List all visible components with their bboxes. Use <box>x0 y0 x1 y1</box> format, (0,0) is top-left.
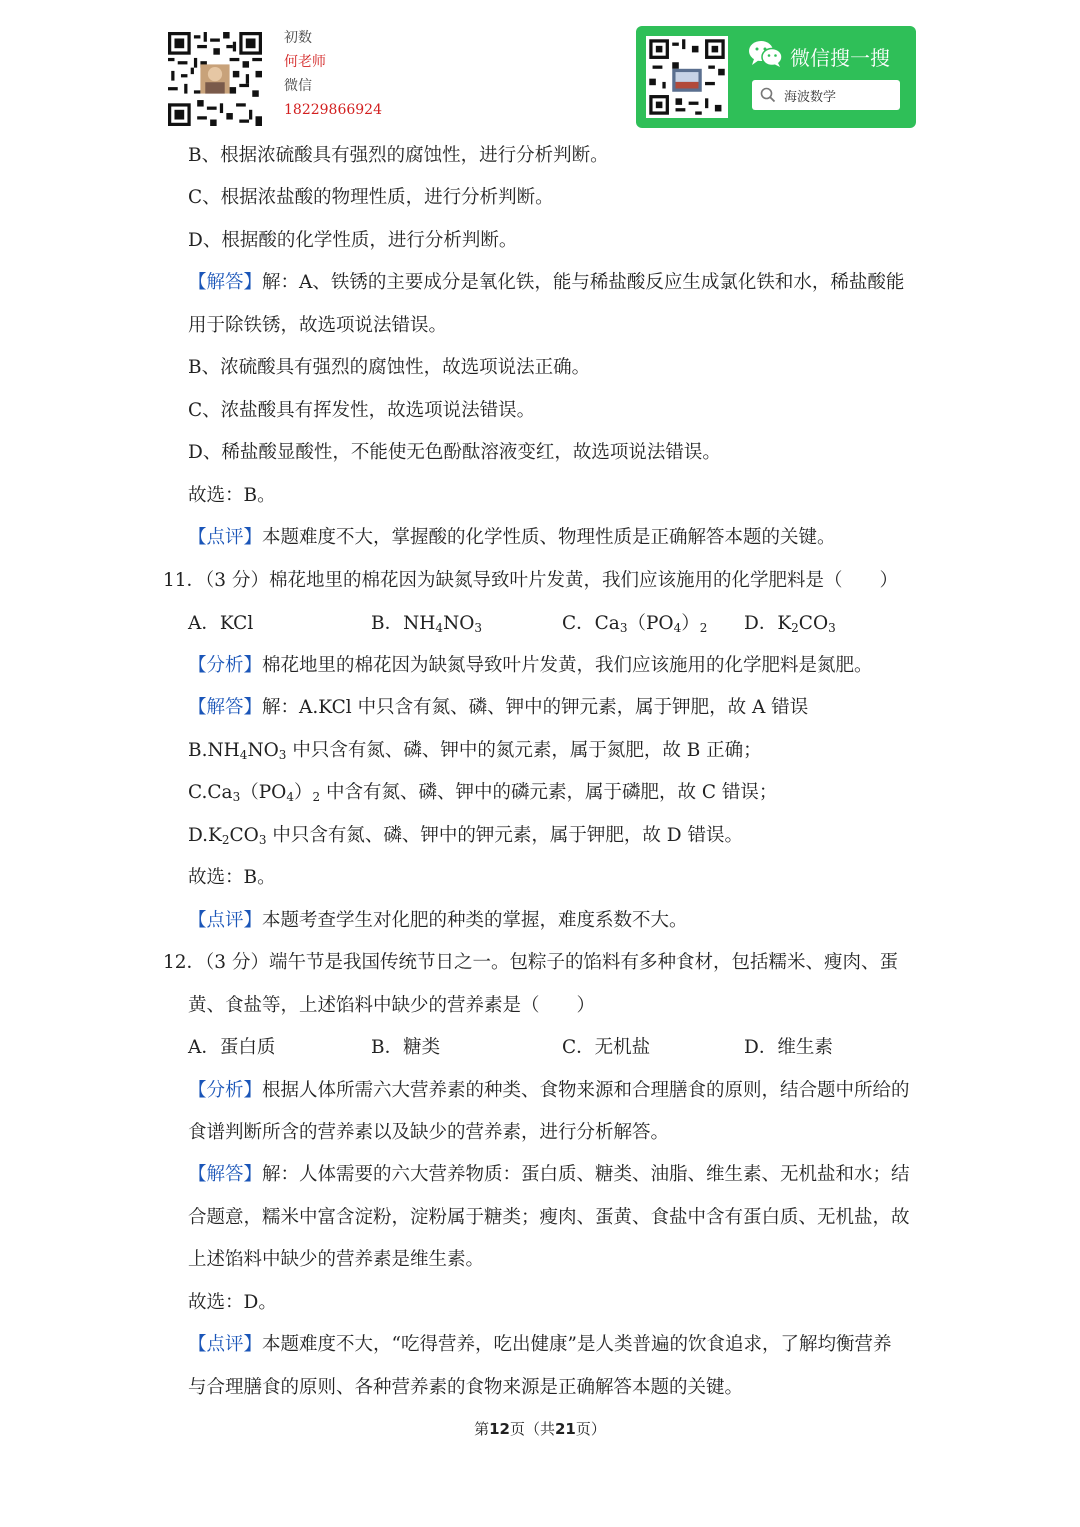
analysis-paragraph: 【分析】棉花地里的棉花因为缺氮导致叶片发黄，我们应该施用的化学肥料是氮肥。 <box>188 655 873 676</box>
option-b: B．糖类 <box>371 1037 441 1058</box>
review-paragraph: 【点评】本题考查学生对化肥的种类的掌握，难度系数不大。 <box>188 910 688 931</box>
text-line: B、根据浓硫酸具有强烈的腐蚀性，进行分析判断。 <box>188 145 609 166</box>
answer-tag: 【解答】 <box>188 1164 263 1185</box>
text-line: D、稀盐酸显酸性，不能使无色酚酞溶液变红，故选项说法错误。 <box>188 442 721 463</box>
wechat-search-banner <box>636 26 916 128</box>
text-line: 用于除铁锈，故选项说法错误。 <box>188 315 448 336</box>
text-line: C、根据浓盐酸的物理性质，进行分析判断。 <box>188 187 554 208</box>
text-line: $D.K_2CO_3$ 中只含有氮、磷、钾中的钾元素，属于钾肥，故 D 错误。 <box>188 825 743 847</box>
header-teacher-name: 何老师 <box>284 54 326 70</box>
header-label-subject: 初数 <box>284 30 312 46</box>
text-line: 与合理膳食的原则、各种营养素的食物来源是正确解答本题的关键。 <box>188 1377 744 1398</box>
text-line: 上述馅料中缺少的营养素是维生素。 <box>188 1249 485 1270</box>
text-line: 故选：D。 <box>188 1292 277 1313</box>
option-d: D．$K_2CO_3$ <box>744 613 836 635</box>
header-phone-number: 18229866924 <box>284 102 382 118</box>
answer-paragraph: 【解答】解：人体需要的六大营养物质：蛋白质、糖类、油脂、维生素、无机盐和水；结 <box>188 1164 910 1185</box>
wechat-logo-icon <box>748 40 784 68</box>
wechat-search-box[interactable] <box>752 80 900 110</box>
search-text: 海波数学 <box>784 90 837 105</box>
text-line: D、根据酸的化学性质，进行分析判断。 <box>188 230 518 251</box>
question-11-stem: 11．（3 分）棉花地里的棉花因为缺氮导致叶片发黄，我们应该施用的化学肥料是（ ） <box>163 570 898 591</box>
text-line: $C.Ca_3(PO_4)_2$ 中含有氮、磷、钾中的磷元素，属于磷肥，故 C 错误； <box>188 782 778 804</box>
review-paragraph: 【点评】本题难度不大，掌握酸的化学性质、物理性质是正确解答本题的关键。 <box>188 527 836 548</box>
analysis-paragraph: 【分析】根据人体所需六大营养素的种类、食物来源和合理膳食的原则，结合题中所给的 <box>188 1080 910 1101</box>
option-a: A．KCl <box>188 613 254 634</box>
review-tag: 【点评】 <box>188 1334 263 1355</box>
text-line: B、浓硫酸具有强烈的腐蚀性，故选项说法正确。 <box>188 357 591 378</box>
answer-paragraph: 【解答】解：A、铁锈的主要成分是氧化铁，能与稀盐酸反应生成氯化铁和水，稀盐酸能 <box>188 272 905 293</box>
text-line: 黄、食盐等，上述馅料中缺少的营养素是（ ） <box>188 995 596 1016</box>
text-line: 故选：B。 <box>188 485 276 506</box>
text-line: C、浓盐酸具有挥发性，故选项说法错误。 <box>188 400 536 421</box>
qr-code-wechat <box>646 36 728 118</box>
text-line: 食谱判断所含的营养素以及缺少的营养素，进行分析解答。 <box>188 1122 670 1143</box>
review-paragraph: 【点评】本题难度不大，“吃得营养，吃出健康”是人类普遍的饮食追求，了解均衡营养 <box>188 1334 892 1355</box>
text-line: 合题意，糯米中富含淀粉，淀粉属于糖类；瘦肉、蛋黄、食盐中含有蛋白质、无机盐，故 <box>188 1207 910 1228</box>
review-tag: 【点评】 <box>188 910 263 931</box>
search-icon <box>760 87 776 103</box>
answer-paragraph: 【解答】解：A.KCl 中只含有氮、磷、钾中的钾元素，属于钾肥，故 A 错误 <box>188 697 809 718</box>
header-label-wechat: 微信 <box>284 78 312 94</box>
option-d: D．维生素 <box>744 1037 833 1058</box>
qr-code-teacher <box>168 32 262 126</box>
page-number: 第12页（共21页） <box>474 1420 606 1438</box>
wechat-search-title: 微信搜一搜 <box>790 46 890 70</box>
option-b: B．$NH_4NO_3$ <box>371 613 483 635</box>
analysis-tag: 【分析】 <box>188 1080 263 1101</box>
option-c: C．无机盐 <box>562 1037 651 1058</box>
text-line: $B.NH_4NO_3$ 中只含有氮、磷、钾中的氮元素，属于氮肥，故 B 正确； <box>188 740 762 762</box>
text-line: 故选：B。 <box>188 867 276 888</box>
option-a: A．蛋白质 <box>188 1037 276 1058</box>
option-c: C．$Ca_3(PO_4)_2$ <box>562 613 708 635</box>
question-12-stem: 12．（3 分）端午节是我国传统节日之一。包粽子的馅料有多种食材，包括糯米、瘦肉、蛋 <box>163 952 898 973</box>
analysis-tag: 【分析】 <box>188 655 263 676</box>
review-tag: 【点评】 <box>188 527 263 548</box>
answer-tag: 【解答】 <box>188 272 263 293</box>
answer-tag: 【解答】 <box>188 697 263 718</box>
